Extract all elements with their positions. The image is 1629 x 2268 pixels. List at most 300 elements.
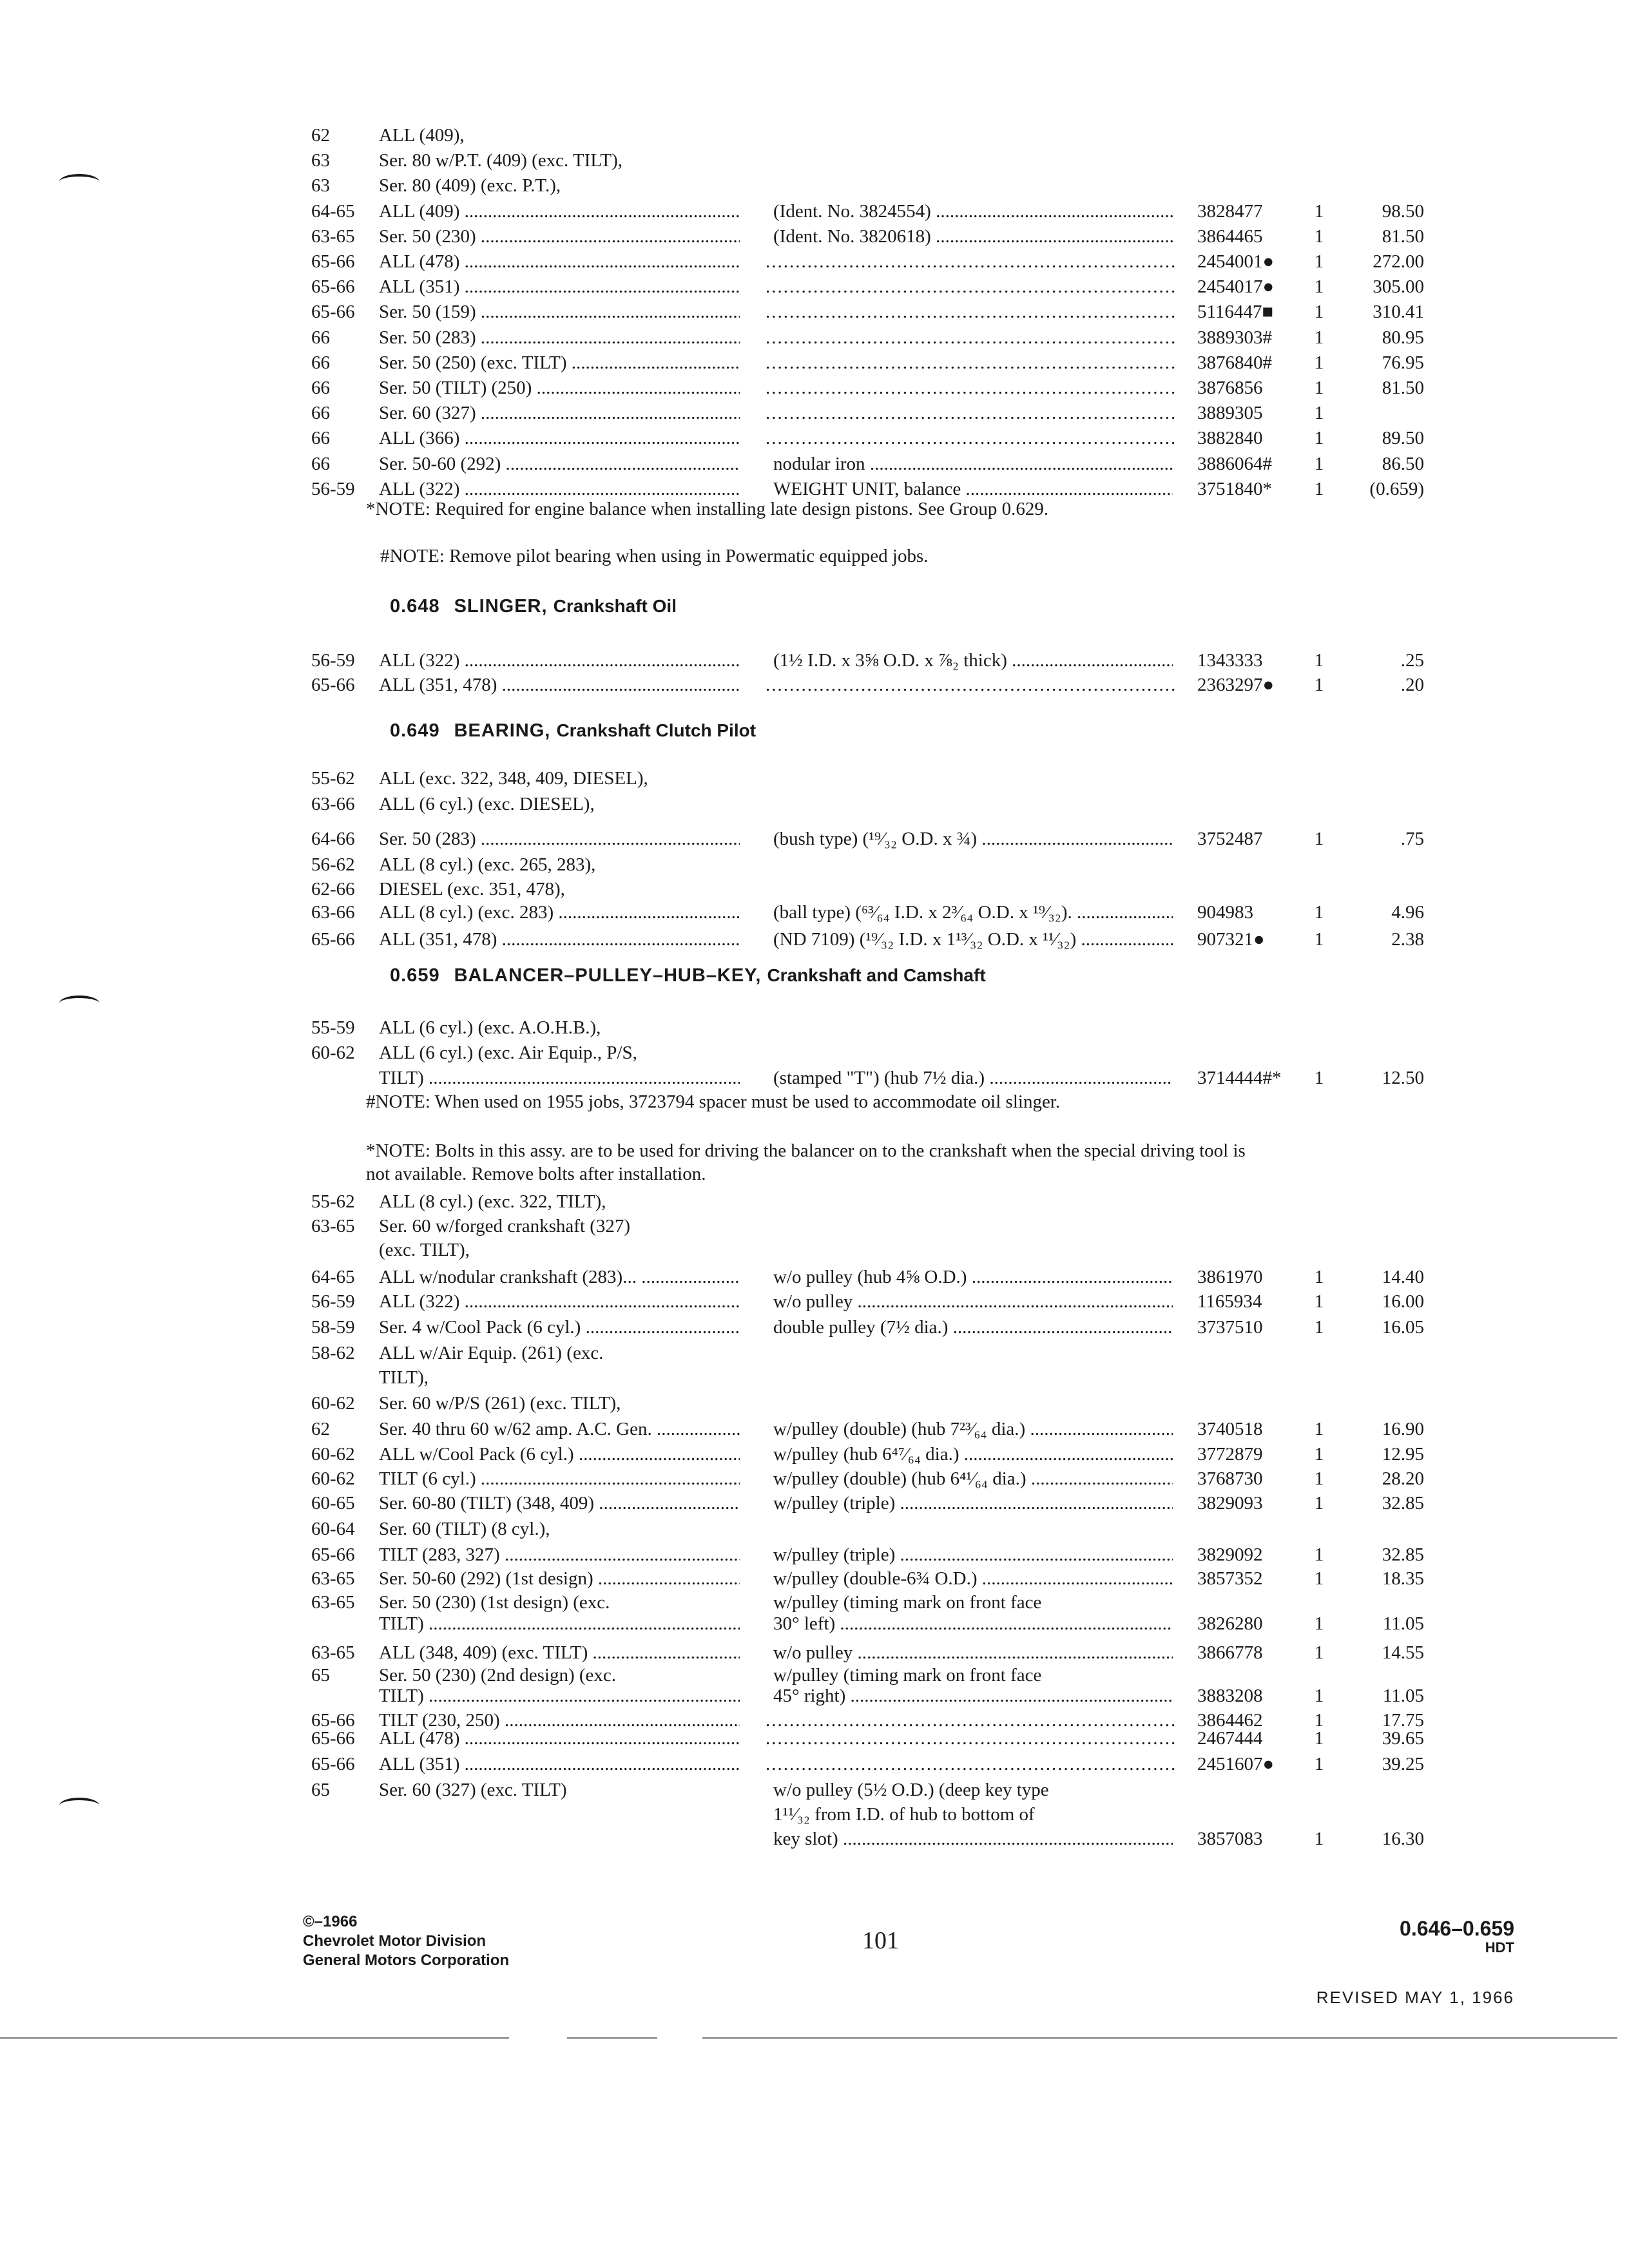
cell-qty: 1	[1314, 200, 1324, 222]
edge-mark	[59, 995, 99, 1011]
table-row	[0, 1237, 1629, 1263]
cell-part: 3857352	[1197, 1568, 1263, 1589]
cell-price: 16.00	[1382, 1291, 1424, 1312]
cell-part: 3857083	[1197, 1829, 1263, 1849]
cell-price: 14.55	[1382, 1642, 1424, 1663]
cell-qty: 1	[1314, 1613, 1324, 1634]
cell-model: ALL w/Air Equip. (261) (exc.	[379, 1343, 604, 1363]
cell-model: ALL (8 cyl.) (exc. 283) .....	[379, 899, 740, 925]
cell-part: 3768730	[1197, 1468, 1263, 1489]
cell-price: 16.90	[1382, 1419, 1424, 1439]
cell-year: 62	[311, 125, 330, 146]
cell-qty: 1	[1314, 1444, 1324, 1465]
table-row	[0, 852, 1629, 878]
cell-desc: w/pulley (timing mark on front face	[773, 1665, 1042, 1686]
group-range: 0.646–0.659 HDT	[1400, 1917, 1514, 1956]
cell-price: 12.95	[1382, 1444, 1424, 1465]
cell-model: ALL (6 cyl.) (exc. A.O.H.B.),	[379, 1017, 601, 1038]
cell-desc: w/pulley (double-6¾ O.D.) .....	[773, 1566, 1173, 1591]
cell-qty: 1	[1314, 403, 1324, 424]
cell-qty: 1	[1314, 675, 1324, 695]
table-row	[0, 1490, 1629, 1516]
cell-price: 11.05	[1382, 1613, 1424, 1634]
cell-year: 65-66	[311, 1754, 355, 1774]
cell-price: 89.50	[1382, 428, 1424, 449]
cell-price: 2.38	[1391, 929, 1424, 950]
cell-desc: w/o pulley .....	[773, 1640, 1173, 1666]
cell-model: Ser. 60 w/P/S (261) (exc. TILT),	[379, 1393, 621, 1414]
cell-year: 60-62	[311, 1393, 355, 1414]
table-row	[0, 1826, 1629, 1852]
cell-model: Ser. 50 (230) .....	[379, 224, 740, 249]
cell-model: TILT) .....	[379, 1611, 740, 1637]
dot-leader	[766, 325, 1178, 351]
cell-qty: 1	[1314, 378, 1324, 398]
cell-model: Ser. 50-60 (292) .....	[379, 451, 740, 477]
bottom-rule	[702, 2037, 1617, 2039]
cell-year: 63-65	[311, 1216, 355, 1236]
cell-desc: 1¹¹⁄₃₂ from I.D. of hub to bottom of	[773, 1804, 1035, 1825]
table-row	[0, 1802, 1629, 1827]
cell-model: Ser. 50 (250) (exc. TILT) .....	[379, 350, 740, 376]
cell-year: 60-64	[311, 1519, 355, 1539]
cell-qty: 1	[1314, 352, 1324, 373]
cell-price: 310.41	[1373, 302, 1424, 323]
cell-model: ALL (322) .....	[379, 1289, 740, 1314]
cell-part: 1343333	[1197, 650, 1263, 671]
note-weight-unit: *NOTE: Required for engine balance when installing late design pistons. See Group 0.629.	[366, 499, 1049, 519]
cell-year: 63-65	[311, 1568, 355, 1589]
cell-model: TILT (6 cyl.) .....	[379, 1466, 740, 1492]
cell-qty: 1	[1314, 1544, 1324, 1565]
cell-part: 5116447■	[1197, 302, 1273, 323]
cell-part: 3752487	[1197, 829, 1263, 849]
cell-model: ALL (8 cyl.) (exc. 322, TILT),	[379, 1191, 606, 1212]
table-row	[0, 249, 1629, 274]
cell-qty: 1	[1314, 428, 1324, 449]
cell-part: 3828477	[1197, 200, 1263, 222]
cell-model: ALL (409),	[379, 125, 465, 146]
cell-desc: (stamped "T") (hub 7½ dia.) .....	[773, 1065, 1173, 1091]
cell-qty: 1	[1314, 302, 1324, 323]
table-row	[0, 375, 1629, 401]
cell-price: 12.50	[1382, 1068, 1424, 1088]
cell-year: 55-59	[311, 1017, 355, 1038]
cell-qty: 1	[1314, 1291, 1324, 1312]
cell-price: 81.50	[1382, 226, 1424, 247]
cell-model: ALL w/Cool Pack (6 cyl.) .....	[379, 1441, 740, 1467]
cell-model: Ser. 60 (327) (exc. TILT)	[379, 1780, 567, 1800]
cell-year: 65	[311, 1665, 330, 1686]
cell-desc: w/pulley (double) (hub 7²³⁄₆₄ dia.) .....	[773, 1416, 1173, 1442]
table-row	[0, 1466, 1629, 1492]
cell-year: 56-59	[311, 650, 355, 671]
cell-desc: w/pulley (hub 6⁴⁷⁄₆₄ dia.) .....	[773, 1441, 1173, 1467]
cell-part: 3751840*	[1197, 478, 1272, 499]
table-row	[0, 1751, 1629, 1777]
cell-desc: key slot) .....	[773, 1826, 1173, 1852]
cell-price: .75	[1400, 829, 1424, 849]
table-row	[0, 1390, 1629, 1416]
cell-desc: (Ident. No. 3824554) .....	[773, 198, 1173, 224]
cell-part: 3883208	[1197, 1686, 1263, 1706]
cell-model: ALL w/nodular crankshaft (283)... .....	[379, 1264, 740, 1290]
table-row	[0, 350, 1629, 376]
table-row	[0, 791, 1629, 817]
cell-desc: (ND 7109) (¹⁹⁄₃₂ I.D. x 1¹³⁄₃₂ O.D. x ¹¹⁄₃₂) .....	[773, 927, 1173, 952]
cell-model: ALL (348, 409) (exc. TILT) .....	[379, 1640, 740, 1666]
table-row	[0, 274, 1629, 300]
cell-model: DIESEL (exc. 351, 478),	[379, 879, 565, 899]
cell-price: 272.00	[1373, 251, 1424, 272]
cell-model: ALL (478) .....	[379, 249, 740, 274]
cell-year: 63-65	[311, 1642, 355, 1663]
cell-price: 81.50	[1382, 378, 1424, 398]
footer-publisher: ©–1966 Chevrolet Motor Division General Motors Corporation	[303, 1913, 510, 1969]
cell-qty: 1	[1314, 226, 1324, 247]
cell-model: ALL (478) .....	[379, 1725, 740, 1751]
cell-price: 17.75	[1382, 1710, 1424, 1731]
cell-model: TILT) .....	[379, 1065, 740, 1091]
cell-year: 60-62	[311, 1043, 355, 1063]
cell-year: 62	[311, 1419, 330, 1439]
cell-price: 76.95	[1382, 352, 1424, 373]
table-row	[0, 672, 1629, 698]
cell-qty: 1	[1314, 650, 1324, 671]
cell-model: Ser. 50 (283) .....	[379, 826, 740, 852]
section-heading-0649: 0.649 BEARING, Crankshaft Clutch Pilot	[390, 720, 757, 741]
cell-desc: w/pulley (triple) .....	[773, 1490, 1173, 1516]
cell-model: ALL (322) .....	[379, 476, 740, 502]
dot-leader	[766, 350, 1178, 376]
cell-part: 3864465	[1197, 226, 1263, 247]
cell-year: 56-62	[311, 854, 355, 875]
table-row	[0, 1542, 1629, 1568]
cell-part: 3876840#	[1197, 352, 1272, 373]
table-row	[0, 927, 1629, 952]
table-row	[0, 1640, 1629, 1666]
cell-part: 3714444#*	[1197, 1068, 1282, 1088]
cell-desc: w/o pulley (5½ O.D.) (deep key type	[773, 1780, 1049, 1800]
table-row	[0, 1611, 1629, 1637]
table-row	[0, 1213, 1629, 1239]
table-row	[0, 1777, 1629, 1803]
cell-model: Ser. 50 (230) (1st design) (exc.	[379, 1592, 610, 1613]
cell-desc: w/pulley (double) (hub 6⁴¹⁄₆₄ dia.) .....	[773, 1466, 1173, 1492]
bottom-rule	[567, 2037, 657, 2039]
cell-price: 14.40	[1382, 1267, 1424, 1287]
cell-desc: (bush type) (¹⁹⁄₃₂ O.D. x ¾) .....	[773, 826, 1173, 852]
cell-qty: 1	[1314, 902, 1324, 923]
cell-part: 3876856	[1197, 378, 1263, 398]
cell-qty: 1	[1314, 276, 1324, 298]
table-row	[0, 899, 1629, 925]
cell-model: (exc. TILT),	[379, 1240, 470, 1260]
cell-price: 32.85	[1382, 1544, 1424, 1565]
cell-part: 3886064#	[1197, 453, 1272, 474]
cell-model: Ser. 60 (TILT) (8 cyl.),	[379, 1519, 550, 1539]
cell-price: 28.20	[1382, 1468, 1424, 1489]
cell-part: 904983	[1197, 902, 1253, 923]
cell-desc: WEIGHT UNIT, balance .....	[773, 476, 1173, 502]
cell-part: 3864462	[1197, 1710, 1263, 1731]
table-row	[0, 648, 1629, 673]
cell-desc: nodular iron .....	[773, 451, 1173, 477]
cell-desc: 45° right) .....	[773, 1683, 1173, 1709]
cell-part: 2363297●	[1197, 675, 1275, 695]
table-row	[0, 1289, 1629, 1314]
cell-year: 66	[311, 327, 330, 348]
table-row	[0, 1516, 1629, 1542]
cell-part: 3829092	[1197, 1544, 1263, 1565]
cell-model: ALL (6 cyl.) (exc. Air Equip., P/S,	[379, 1043, 637, 1063]
cell-desc: w/pulley (triple) .....	[773, 1542, 1173, 1568]
cell-qty: 1	[1314, 929, 1324, 950]
cell-model: ALL (351) .....	[379, 274, 740, 300]
cell-part: 2454001●	[1197, 251, 1275, 272]
cell-year: 56-59	[311, 478, 355, 499]
dot-leader	[766, 400, 1178, 426]
cell-year: 64-65	[311, 200, 355, 222]
cell-part: 907321●	[1197, 929, 1265, 950]
cell-year: 63-65	[311, 226, 355, 247]
cell-part: 2454017●	[1197, 276, 1275, 298]
cell-year: 60-62	[311, 1444, 355, 1465]
dot-leader	[766, 672, 1178, 698]
cell-year: 63-66	[311, 794, 355, 814]
table-row	[0, 1264, 1629, 1290]
cell-year: 65-66	[311, 1728, 355, 1749]
cell-year: 58-62	[311, 1343, 355, 1363]
table-row	[0, 1683, 1629, 1709]
cell-qty: 1	[1314, 1419, 1324, 1439]
cell-qty: 1	[1314, 1710, 1324, 1731]
page-number: 101	[862, 1927, 899, 1954]
cell-model: Ser. 60 (327) .....	[379, 400, 740, 426]
cell-year: 65-66	[311, 1544, 355, 1565]
cell-price: 4.96	[1391, 902, 1424, 923]
cell-qty: 1	[1314, 478, 1324, 499]
cell-qty: 1	[1314, 1493, 1324, 1514]
cell-model: Ser. 50 (159) .....	[379, 299, 740, 325]
dot-leader	[766, 375, 1178, 401]
cell-model: Ser. 50 (283) .....	[379, 325, 740, 351]
cell-year: 63-65	[311, 1592, 355, 1613]
cell-qty: 1	[1314, 453, 1324, 474]
cell-model: ALL (351, 478) .....	[379, 672, 740, 698]
cell-model: ALL (322) .....	[379, 648, 740, 673]
table-row	[0, 1441, 1629, 1467]
cell-part: 1165934	[1197, 1291, 1262, 1312]
cell-part: 3889303#	[1197, 327, 1272, 348]
cell-price: 39.25	[1382, 1754, 1424, 1774]
cell-model: TILT),	[379, 1367, 429, 1388]
dot-leader	[766, 299, 1178, 325]
table-row	[0, 122, 1629, 148]
table-row	[0, 325, 1629, 351]
cell-price: 16.30	[1382, 1829, 1424, 1849]
cell-model: ALL (6 cyl.) (exc. DIESEL),	[379, 794, 595, 814]
table-row	[0, 1015, 1629, 1041]
cell-price: .25	[1400, 650, 1424, 671]
table-row	[0, 1314, 1629, 1340]
cell-model: TILT (283, 327) .....	[379, 1542, 740, 1568]
cell-desc: double pulley (7½ dia.) .....	[773, 1314, 1173, 1340]
cell-model: Ser. 4 w/Cool Pack (6 cyl.) .....	[379, 1314, 740, 1340]
cell-desc: 30° left) .....	[773, 1611, 1173, 1637]
cell-model: Ser. 50 (230) (2nd design) (exc.	[379, 1665, 617, 1686]
cell-year: 60-65	[311, 1493, 355, 1514]
cell-year: 65-66	[311, 251, 355, 272]
cell-qty: 1	[1314, 1728, 1324, 1749]
cell-qty: 1	[1314, 1267, 1324, 1287]
cell-year: 64-65	[311, 1267, 355, 1287]
cell-price: 39.65	[1382, 1728, 1424, 1749]
bottom-rule	[0, 2037, 509, 2039]
table-row	[0, 1040, 1629, 1066]
cell-model: Ser. 50 (TILT) (250) .....	[379, 375, 740, 401]
cell-price: 18.35	[1382, 1568, 1424, 1589]
cell-price: 305.00	[1373, 276, 1424, 298]
table-row	[0, 224, 1629, 249]
cell-model: Ser. 40 thru 60 w/62 amp. A.C. Gen. .....	[379, 1416, 740, 1442]
cell-qty: 1	[1314, 1829, 1324, 1849]
cell-part: 3889305	[1197, 403, 1263, 424]
cell-year: 65-66	[311, 675, 355, 695]
cell-model: ALL (exc. 322, 348, 409, DIESEL),	[379, 768, 648, 789]
note-bolts: *NOTE: Bolts in this assy. are to be used for driving the balancer on to the crankshaft when the special driving tool is not available. Remove bolts after installation.	[366, 1140, 1246, 1184]
cell-year: 66	[311, 378, 330, 398]
table-row	[0, 1566, 1629, 1591]
dot-leader	[766, 249, 1178, 274]
cell-year: 66	[311, 453, 330, 474]
cell-model: ALL (351, 478) .....	[379, 927, 740, 952]
cell-price: 11.05	[1382, 1686, 1424, 1706]
table-row	[0, 425, 1629, 451]
table-row	[0, 1340, 1629, 1366]
table-row	[0, 1189, 1629, 1215]
cell-year: 65	[311, 1780, 330, 1800]
cell-desc: w/o pulley (hub 4⅝ O.D.) .....	[773, 1264, 1173, 1290]
cell-year: 60-62	[311, 1468, 355, 1489]
cell-part: 3772879	[1197, 1444, 1263, 1465]
note-pilot-bearing: #NOTE: Remove pilot bearing when using in Powermatic equipped jobs.	[380, 546, 929, 566]
cell-qty: 1	[1314, 1568, 1324, 1589]
table-row	[0, 198, 1629, 224]
cell-year: 65-66	[311, 1710, 355, 1731]
cell-year: 56-59	[311, 1291, 355, 1312]
cell-desc: w/o pulley .....	[773, 1289, 1173, 1314]
cell-year: 55-62	[311, 1191, 355, 1212]
cell-model: ALL (366) .....	[379, 425, 740, 451]
cell-qty: 1	[1314, 1642, 1324, 1663]
table-row	[0, 173, 1629, 198]
dot-leader	[766, 425, 1178, 451]
cell-part: 2467444	[1197, 1728, 1263, 1749]
table-row	[0, 1416, 1629, 1442]
table-row	[0, 400, 1629, 426]
cell-qty: 1	[1314, 1068, 1324, 1088]
cell-part: 3861970	[1197, 1267, 1263, 1287]
section-heading-0648: 0.648 SLINGER, Crankshaft Oil	[390, 596, 677, 617]
table-row	[0, 826, 1629, 852]
table-row	[0, 1065, 1629, 1091]
cell-model: TILT) .....	[379, 1683, 740, 1709]
cell-model: TILT (230, 250) .....	[379, 1707, 740, 1733]
cell-model: Ser. 60-80 (TILT) (348, 409) .....	[379, 1490, 740, 1516]
cell-qty: 1	[1314, 1754, 1324, 1774]
table-row	[0, 148, 1629, 173]
cell-price: (0.659)	[1369, 478, 1424, 499]
cell-qty: 1	[1314, 251, 1324, 272]
cell-qty: 1	[1314, 1468, 1324, 1489]
cell-qty: 1	[1314, 829, 1324, 849]
cell-part: 3737510	[1197, 1317, 1263, 1338]
cell-model: ALL (409) .....	[379, 198, 740, 224]
cell-qty: 1	[1314, 327, 1324, 348]
cell-desc: (Ident. No. 3820618) .....	[773, 224, 1173, 249]
cell-part: 2451607●	[1197, 1754, 1275, 1774]
cell-year: 66	[311, 428, 330, 449]
cell-price: 98.50	[1382, 200, 1424, 222]
cell-year: 66	[311, 352, 330, 373]
cell-model: Ser. 50-60 (292) (1st design) .....	[379, 1566, 740, 1591]
cell-desc: (ball type) (⁶³⁄₆₄ I.D. x 2³⁄₆₄ O.D. x ¹⁹⁄₃₂). .....	[773, 899, 1173, 925]
cell-model: ALL (8 cyl.) (exc. 265, 283),	[379, 854, 596, 875]
cell-part: 3740518	[1197, 1419, 1263, 1439]
cell-qty: 1	[1314, 1317, 1324, 1338]
table-row	[0, 765, 1629, 791]
cell-price: 86.50	[1382, 453, 1424, 474]
cell-year: 63	[311, 150, 330, 171]
cell-year: 64-66	[311, 829, 355, 849]
note-spacer: #NOTE: When used on 1955 jobs, 3723794 spacer must be used to accommodate oil slinger.	[366, 1091, 1061, 1112]
cell-year: 55-62	[311, 768, 355, 789]
table-row	[0, 451, 1629, 477]
dot-leader	[766, 1725, 1178, 1751]
cell-year: 65-66	[311, 302, 355, 323]
cell-year: 65-66	[311, 929, 355, 950]
dot-leader	[766, 1751, 1178, 1777]
cell-part: 3826280	[1197, 1613, 1263, 1634]
cell-model: Ser. 80 w/P.T. (409) (exc. TILT),	[379, 150, 623, 171]
cell-qty: 1	[1314, 1686, 1324, 1706]
cell-price: 80.95	[1382, 327, 1424, 348]
cell-year: 63-66	[311, 902, 355, 923]
revised-date: REVISED MAY 1, 1966	[1316, 1988, 1514, 2007]
cell-model: Ser. 80 (409) (exc. P.T.),	[379, 175, 561, 197]
cell-part: 3882840	[1197, 428, 1263, 449]
cell-year: 63	[311, 175, 330, 197]
cell-price: .20	[1400, 675, 1424, 695]
dot-leader	[766, 274, 1178, 300]
cell-model: Ser. 60 w/forged crankshaft (327)	[379, 1216, 631, 1236]
cell-year: 66	[311, 403, 330, 424]
cell-desc: (1½ I.D. x 3⅝ O.D. x ⅞₂ thick) .....	[773, 648, 1173, 673]
cell-desc: w/pulley (timing mark on front face	[773, 1592, 1042, 1613]
cell-price: 32.85	[1382, 1493, 1424, 1514]
section-heading-0659: 0.659 BALANCER–PULLEY–HUB–KEY, Crankshaft and Camshaft	[390, 965, 986, 986]
table-row	[0, 1365, 1629, 1390]
cell-year: 58-59	[311, 1317, 355, 1338]
cell-year: 65-66	[311, 276, 355, 298]
cell-part: 3829093	[1197, 1493, 1263, 1514]
cell-model: ALL (351) .....	[379, 1751, 740, 1777]
cell-year: 62-66	[311, 879, 355, 899]
cell-price: 16.05	[1382, 1317, 1424, 1338]
cell-part: 3866778	[1197, 1642, 1263, 1663]
table-row	[0, 299, 1629, 325]
